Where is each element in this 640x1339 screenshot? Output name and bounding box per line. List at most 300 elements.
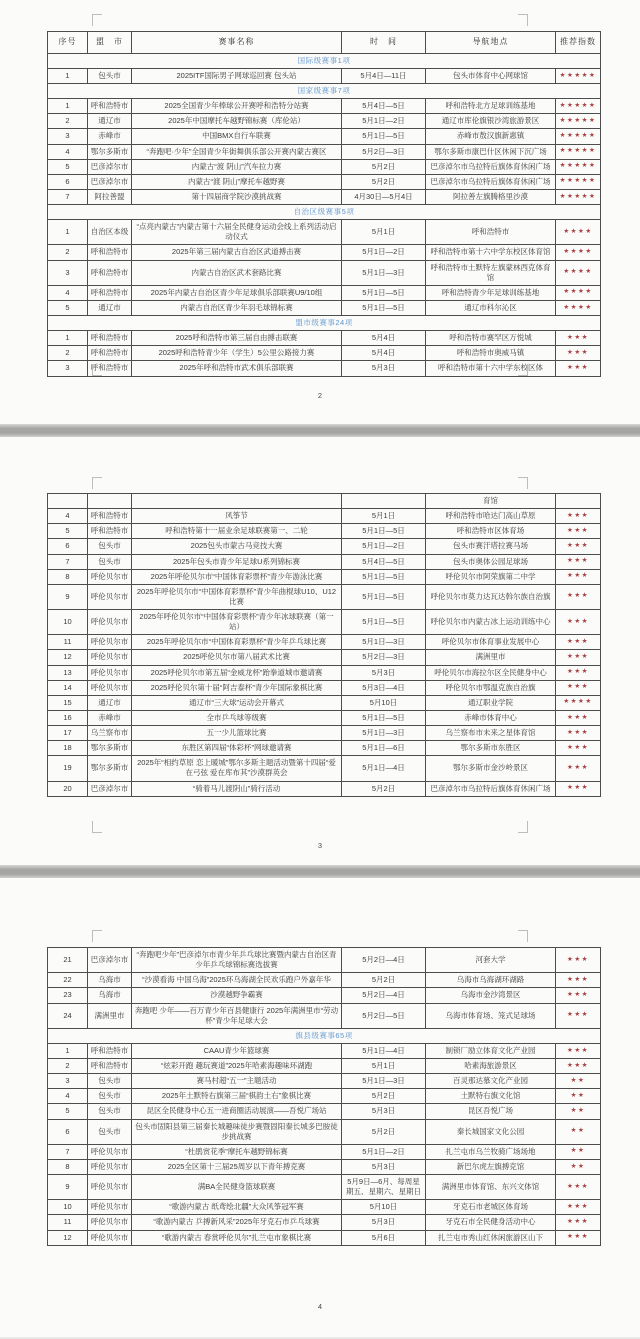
event-row [48, 220, 601, 245]
rating-stars: ★★★★★ [556, 144, 601, 159]
scan-corner-mark [518, 364, 528, 376]
event-row [48, 260, 601, 285]
event-city: 呼伦贝尔市 [88, 1144, 132, 1159]
event-time: 5月1日—5日 [342, 285, 426, 300]
event-city: 通辽市 [88, 695, 132, 710]
event-name: “奔跑吧少年”巴彦淖尔市青少年乒乓球比赛暨内蒙古自治区青少年乒乓球锦标赛选拔赛 [132, 948, 342, 973]
event-row [48, 1159, 601, 1174]
event-location: 呼和浩特市 [426, 220, 556, 245]
rating-stars: ★★★★★ [556, 68, 601, 83]
event-name: 满BA全民健身篮球联赛 [132, 1175, 342, 1200]
event-location: 呼和浩特青少年足球训练基地 [426, 285, 556, 300]
section-row [48, 53, 601, 68]
rating-stars: ★★★ [556, 610, 601, 635]
rating-stars: ★★★ [556, 726, 601, 741]
event-time: 5月1日—5日 [342, 710, 426, 725]
rating-stars: ★★★ [556, 1043, 601, 1058]
rating-stars: ★★★★★ [556, 129, 601, 144]
event-seq: 15 [48, 695, 88, 710]
scan-corner-mark [92, 364, 102, 376]
rating-stars: ★★★ [556, 710, 601, 725]
event-location: 呼和浩特市区体育场 [426, 524, 556, 539]
event-seq: 9 [48, 1175, 88, 1200]
event-row [48, 189, 601, 204]
event-city: 呼伦贝尔市 [88, 635, 132, 650]
event-city: 巴彦淖尔市 [88, 159, 132, 174]
page-number: 4 [317, 1302, 323, 1311]
event-row [48, 494, 601, 509]
event-location: 呼和浩特市哈达门高山草原 [426, 509, 556, 524]
event-name: 2025年呼伦贝尔市“中国体育彩票杯”青少年乒乓球比赛 [132, 635, 342, 650]
section-label: 旗县级赛事65项 [48, 1028, 601, 1043]
event-seq: 5 [48, 300, 88, 315]
event-location: 河套大学 [426, 948, 556, 973]
page-gap [0, 865, 640, 878]
event-time: 5月1日—2日 [342, 245, 426, 260]
event-location: 呼伦贝尔市鄂温克族自治旗 [426, 680, 556, 695]
event-location: 巴彦淖尔市乌拉特后旗体育休闲广场 [426, 781, 556, 796]
event-row [48, 285, 601, 300]
section-row [48, 316, 601, 331]
section-row [48, 84, 601, 99]
rating-stars: ★★★ [556, 584, 601, 609]
event-city: 呼和浩特市 [88, 245, 132, 260]
event-name: 五一少儿篮球比赛 [132, 726, 342, 741]
event-city: 呼伦贝尔市 [88, 1215, 132, 1230]
event-name: 东胜区第四届“体彩杯”网球邀请赛 [132, 741, 342, 756]
event-name [132, 494, 342, 509]
event-time: 5月2日—5日 [342, 1003, 426, 1028]
event-time: 5月1日—2日 [342, 1144, 426, 1159]
event-city [88, 494, 132, 509]
event-location: 呼伦贝尔市内蒙古冰上运动训练中心 [426, 610, 556, 635]
event-city: 呼伦贝尔市 [88, 1175, 132, 1200]
event-seq: 10 [48, 610, 88, 635]
event-row [48, 539, 601, 554]
event-row [48, 1074, 601, 1089]
event-row [48, 665, 601, 680]
event-name: “歌游内蒙古 乒搏新风采”2025年牙克石市乒乓球赛 [132, 1215, 342, 1230]
column-header: 赛事名称 [132, 32, 342, 54]
event-city: 呼和浩特市 [88, 346, 132, 361]
rating-stars: ★★★★ [556, 245, 601, 260]
event-location: 呼伦贝尔市阿荣旗第二中学 [426, 569, 556, 584]
event-name: 内蒙古“渡 阴山”摩托车越野赛 [132, 174, 342, 189]
event-time: 5月10日 [342, 695, 426, 710]
event-seq: 4 [48, 285, 88, 300]
rating-stars: ★★ [556, 1119, 601, 1144]
event-location: 鄂尔多斯市康巴什区休闲下沉广场 [426, 144, 556, 159]
event-location: 哈素海旅游景区 [426, 1059, 556, 1074]
page-number: 2 [317, 391, 323, 400]
event-row [48, 569, 601, 584]
event-row [48, 680, 601, 695]
event-name: 内蒙古“渡 阴山”汽车拉力赛 [132, 159, 342, 174]
event-time: 5月2日—3日 [342, 650, 426, 665]
event-city: 呼和浩特市 [88, 524, 132, 539]
event-location: 百灵那达慕文化产业园 [426, 1074, 556, 1089]
event-seq [48, 494, 88, 509]
event-name: 2025年“相约草原 恋上暖城”鄂尔多斯主题活动暨第十四届“爱在弓弦 爱在库布其”沙漠群英会 [132, 756, 342, 781]
event-name: 通辽市“三大球”运动会开幕式 [132, 695, 342, 710]
event-location: 乌海市体育场、笼式足球场 [426, 1003, 556, 1028]
event-city: 呼和浩特市 [88, 361, 132, 376]
event-seq: 24 [48, 1003, 88, 1028]
event-seq: 14 [48, 680, 88, 695]
event-row [48, 1043, 601, 1058]
event-time: 5月2日 [342, 1089, 426, 1104]
event-time: 5月1日—2日 [342, 539, 426, 554]
event-row [48, 300, 601, 315]
event-row [48, 695, 601, 710]
scan-corner-mark [92, 14, 102, 26]
event-row [48, 1200, 601, 1215]
event-row [48, 114, 601, 129]
document-page-4 [0, 878, 640, 1337]
event-time: 5月1日—5日 [342, 569, 426, 584]
event-seq: 9 [48, 584, 88, 609]
event-seq: 18 [48, 741, 88, 756]
event-time: 5月9日—6月、每周星期五、星期六、星期日 [342, 1175, 426, 1200]
event-seq: 1 [48, 99, 88, 114]
event-city: 乌兰察布市 [88, 726, 132, 741]
event-time: 5月2日 [342, 1119, 426, 1144]
event-row [48, 710, 601, 725]
rating-stars: ★★★★ [556, 285, 601, 300]
event-location: 呼伦贝尔市海拉尔区全民健身中心 [426, 665, 556, 680]
scan-corner-mark [518, 14, 528, 26]
event-city: 乌海市 [88, 988, 132, 1003]
event-row [48, 1144, 601, 1159]
event-seq: 4 [48, 144, 88, 159]
event-city: 呼和浩特市 [88, 331, 132, 346]
event-seq: 3 [48, 260, 88, 285]
event-seq: 6 [48, 1119, 88, 1144]
event-location: 呼和浩特市第十六中学东校区体育馆 [426, 245, 556, 260]
event-name: “歌游内蒙古 纸鸢绘北疆”大众风筝冠军赛 [132, 1200, 342, 1215]
section-label: 国家级赛事7项 [48, 84, 601, 99]
event-location: 制锁厂励立体育文化产业园 [426, 1043, 556, 1058]
event-location: 鄂尔多斯市东胜区 [426, 741, 556, 756]
event-city: 通辽市 [88, 114, 132, 129]
event-row [48, 331, 601, 346]
rating-stars: ★★★★★ [556, 99, 601, 114]
event-name: 包头市固阳县第三届秦长城趣味徒步赛暨固阳秦长城多巴胺徒步挑战赛 [132, 1119, 342, 1144]
event-name: 2025年土默特右旗第三届“棋韵土右”象棋比赛 [132, 1089, 342, 1104]
document-page-2 [0, 0, 640, 424]
event-time: 5月4日 [342, 331, 426, 346]
event-city: 呼伦贝尔市 [88, 610, 132, 635]
event-seq: 7 [48, 189, 88, 204]
event-location: 牙克石市老城区体育场 [426, 1200, 556, 1215]
event-seq: 3 [48, 129, 88, 144]
event-row [48, 584, 601, 609]
event-name: 2025呼和浩特青少年（学生）5公里公路接力赛 [132, 346, 342, 361]
event-time: 5月1日—5日 [342, 524, 426, 539]
rating-stars: ★★★ [556, 756, 601, 781]
event-name: 呼和浩特第十一届业余足球联赛第一、二轮 [132, 524, 342, 539]
scan-corner-mark [92, 477, 102, 489]
event-location: 鄂尔多斯市金沙岭景区 [426, 756, 556, 781]
event-time: 5月1日—5日 [342, 129, 426, 144]
event-name: 风筝节 [132, 509, 342, 524]
event-location: 满洲里市 [426, 650, 556, 665]
event-location: 巴彦淖尔市乌拉特后旗体育休闲广场 [426, 159, 556, 174]
rating-stars: ★★★ [556, 331, 601, 346]
event-time: 5月3日 [342, 361, 426, 376]
event-seq: 1 [48, 1043, 88, 1058]
column-header: 推荐指数 [556, 32, 601, 54]
rating-stars: ★★★ [556, 346, 601, 361]
event-city: 呼和浩特市 [88, 509, 132, 524]
column-header: 导航地点 [426, 32, 556, 54]
event-seq: 4 [48, 509, 88, 524]
event-seq: 11 [48, 1215, 88, 1230]
event-name: “歌游内蒙古 春赏呼伦贝尔”扎兰屯市象棋比赛 [132, 1230, 342, 1245]
rating-stars: ★★★ [556, 554, 601, 569]
rating-stars: ★★★ [556, 635, 601, 650]
scan-corner-mark [92, 821, 102, 833]
event-city: 包头市 [88, 1104, 132, 1119]
event-name: 第十四届商学院沙漠挑战赛 [132, 189, 342, 204]
events-table-page-4 [47, 947, 601, 1246]
section-label: 国际级赛事1项 [48, 53, 601, 68]
event-name: “奔跑吧·少年”全国青少年街舞俱乐部公开赛内蒙古赛区 [132, 144, 342, 159]
rating-stars: ★★★ [556, 524, 601, 539]
event-seq: 8 [48, 569, 88, 584]
rating-stars: ★★★★★ [556, 189, 601, 204]
event-city: 呼和浩特市 [88, 1059, 132, 1074]
event-time: 5月2日—3日 [342, 144, 426, 159]
rating-stars: ★★★ [556, 1215, 601, 1230]
column-header: 序号 [48, 32, 88, 54]
scan-corner-mark [518, 930, 528, 942]
event-seq: 4 [48, 1089, 88, 1104]
event-name: 2025年呼伦贝尔市“中国体育彩票杯”青少年冰球联赛（第一站） [132, 610, 342, 635]
event-seq: 22 [48, 973, 88, 988]
event-name: “骑着马儿渡阴山”骑行活动 [132, 781, 342, 796]
event-city: 乌海市 [88, 973, 132, 988]
event-row [48, 635, 601, 650]
rating-stars: ★★★ [556, 948, 601, 973]
event-location: 乌海市乌海湖环湖路 [426, 973, 556, 988]
event-city: 呼伦贝尔市 [88, 584, 132, 609]
event-name: 奔跑吧 少年——百万青少年百县健康行 2025年满洲里市“劳动杯”青少年足球大会 [132, 1003, 342, 1028]
event-row [48, 129, 601, 144]
rating-stars: ★★ [556, 1144, 601, 1159]
rating-stars: ★★★★★ [556, 174, 601, 189]
event-name: 赛马村超“五一”主题活动 [132, 1074, 342, 1089]
event-city: 呼伦贝尔市 [88, 650, 132, 665]
event-name: “杜鹃赏花季”摩托车越野锦标赛 [132, 1144, 342, 1159]
event-time: 5月3日 [342, 665, 426, 680]
event-time: 5月4日—11日 [342, 68, 426, 83]
rating-stars: ★★ [556, 1159, 601, 1174]
event-row [48, 1059, 601, 1074]
rating-stars: ★★★ [556, 361, 601, 376]
event-time: 5月1日—2日 [342, 114, 426, 129]
rating-stars: ★★ [556, 1074, 601, 1089]
event-row [48, 1003, 601, 1028]
rating-stars: ★★★ [556, 509, 601, 524]
event-location: 包头市奥体公园足球场 [426, 554, 556, 569]
event-city: 包头市 [88, 554, 132, 569]
event-name: “点亮内蒙古”内蒙古第十六届全民健身运动会线上系列活动启动仪式 [132, 220, 342, 245]
rating-stars: ★★★ [556, 1003, 601, 1028]
event-time: 5月6日 [342, 1230, 426, 1245]
event-time: 5月1日—5日 [342, 584, 426, 609]
event-city: 呼伦贝尔市 [88, 1159, 132, 1174]
event-name: “炫彩开跑 趣玩赛道”2025年哈素海趣味环湖跑 [132, 1059, 342, 1074]
event-location: 赤峰市敖汉旗新惠镇 [426, 129, 556, 144]
event-time: 5月4日—5日 [342, 99, 426, 114]
event-name: 2025呼伦贝尔第十届“阿吉泰杯”青少年国际象棋比赛 [132, 680, 342, 695]
event-row [48, 741, 601, 756]
event-time: 5月1日 [342, 1059, 426, 1074]
event-row [48, 1104, 601, 1119]
event-city: 呼伦贝尔市 [88, 569, 132, 584]
event-seq: 8 [48, 1159, 88, 1174]
rating-stars: ★★ [556, 1104, 601, 1119]
rating-stars: ★★★ [556, 650, 601, 665]
event-name: “沙漠看海 中国乌海”2025环乌海湖全民欢乐跑户外嘉年华 [132, 973, 342, 988]
event-row [48, 554, 601, 569]
event-city: 呼伦贝尔市 [88, 680, 132, 695]
rating-stars: ★★★ [556, 1175, 601, 1200]
event-name: 内蒙古自治区武术套路比赛 [132, 260, 342, 285]
event-seq: 5 [48, 1104, 88, 1119]
event-location: 乌海市金沙湾景区 [426, 988, 556, 1003]
event-name: 全市乒乓球等级赛 [132, 710, 342, 725]
event-row [48, 159, 601, 174]
event-name: 中国BMX自行车联赛 [132, 129, 342, 144]
event-location: 赤峰市体育中心 [426, 710, 556, 725]
event-city: 呼伦贝尔市 [88, 1200, 132, 1215]
event-city: 自治区本级 [88, 220, 132, 245]
event-name: 2025年包头市青少年足球U系列锦标赛 [132, 554, 342, 569]
event-time: 5月1日—3日 [342, 260, 426, 285]
event-location: 扎兰屯市秀山红休闲旅游区山下 [426, 1230, 556, 1245]
rating-stars [556, 494, 601, 509]
event-city: 包头市 [88, 1089, 132, 1104]
section-label: 盟市级赛事24项 [48, 316, 601, 331]
event-seq: 21 [48, 948, 88, 973]
rating-stars: ★★★★ [556, 695, 601, 710]
event-seq: 1 [48, 220, 88, 245]
event-row [48, 610, 601, 635]
event-name: 昆区全民健身中心五一进商圈活动展演——吾悦广场站 [132, 1104, 342, 1119]
event-time: 5月1日—3日 [342, 1074, 426, 1089]
rating-stars: ★★★★ [556, 300, 601, 315]
event-city: 巴彦淖尔市 [88, 781, 132, 796]
event-location: 通辽市科尔沁区 [426, 300, 556, 315]
event-location: 阿拉善左旗腾格里沙漠 [426, 189, 556, 204]
event-location: 呼伦贝尔市莫力达瓦达斡尔族自治旗 [426, 584, 556, 609]
event-location: 满洲里市体育馆、东兴文体馆 [426, 1175, 556, 1200]
event-city: 巴彦淖尔市 [88, 174, 132, 189]
event-name: 2025年呼和浩特市武术俱乐部联赛 [132, 361, 342, 376]
event-seq: 6 [48, 174, 88, 189]
event-location: 包头市赛汗塔拉赛马场 [426, 539, 556, 554]
rating-stars: ★★★★★ [556, 159, 601, 174]
event-row [48, 346, 601, 361]
rating-stars: ★★★ [556, 1230, 601, 1245]
event-location: 呼和浩特市赛罕区万悦城 [426, 331, 556, 346]
rating-stars: ★★★★★ [556, 114, 601, 129]
event-city: 呼和浩特市 [88, 260, 132, 285]
scan-corner-mark [518, 821, 528, 833]
event-row [48, 245, 601, 260]
event-seq: 10 [48, 1200, 88, 1215]
event-name: 2025全区第十三届25周岁以下青年搏克赛 [132, 1159, 342, 1174]
event-time: 5月4日 [342, 346, 426, 361]
event-city: 赤峰市 [88, 129, 132, 144]
event-seq: 6 [48, 539, 88, 554]
event-time: 5月2日 [342, 781, 426, 796]
event-seq: 3 [48, 1074, 88, 1089]
section-row [48, 205, 601, 220]
event-city: 呼和浩特市 [88, 1043, 132, 1058]
event-time: 5月3日 [342, 1159, 426, 1174]
event-seq: 12 [48, 650, 88, 665]
event-row [48, 1089, 601, 1104]
event-time: 5月2日—4日 [342, 948, 426, 973]
event-row [48, 1175, 601, 1200]
event-seq: 3 [48, 361, 88, 376]
event-name: 2025年呼伦贝尔市“中国体育彩票杯”青少年曲棍球U10、U12比赛 [132, 584, 342, 609]
event-row [48, 1215, 601, 1230]
rating-stars: ★★★ [556, 539, 601, 554]
event-seq: 23 [48, 988, 88, 1003]
event-row [48, 524, 601, 539]
event-seq: 13 [48, 665, 88, 680]
event-name: 2025年呼伦贝尔市“中国体育彩票杯”青少年游泳比赛 [132, 569, 342, 584]
rating-stars: ★★★ [556, 741, 601, 756]
page-gap [0, 424, 640, 437]
column-header: 盟 市 [88, 32, 132, 54]
event-seq: 12 [48, 1230, 88, 1245]
event-seq: 20 [48, 781, 88, 796]
event-seq: 11 [48, 635, 88, 650]
event-name: 2025年第三届内蒙古自治区武道搏击赛 [132, 245, 342, 260]
event-name: 2025ITF国际男子网球巡回赛 包头站 [132, 68, 342, 83]
event-city: 呼和浩特市 [88, 99, 132, 114]
event-city: 阿拉善盟 [88, 189, 132, 204]
event-seq: 17 [48, 726, 88, 741]
rating-stars: ★★★ [556, 973, 601, 988]
scan-corner-mark [518, 477, 528, 489]
event-location: 昆区吾悦广场 [426, 1104, 556, 1119]
event-row [48, 756, 601, 781]
event-row [48, 99, 601, 114]
rating-stars: ★★★★ [556, 220, 601, 245]
event-location: 新巴尔虎左旗搏克馆 [426, 1159, 556, 1174]
event-name: 内蒙古自治区青少年羽毛球锦标赛 [132, 300, 342, 315]
header-row [48, 32, 601, 54]
event-city: 包头市 [88, 68, 132, 83]
event-time: 5月1日—6日 [342, 741, 426, 756]
event-row [48, 68, 601, 83]
event-city: 赤峰市 [88, 710, 132, 725]
event-name: 2025全国青少年棒球公开赛呼和浩特分站赛 [132, 99, 342, 114]
event-row [48, 948, 601, 973]
event-location: 包头市体育中心网球馆 [426, 68, 556, 83]
event-row [48, 781, 601, 796]
rating-stars: ★★★ [556, 781, 601, 796]
event-time: 5月2日 [342, 159, 426, 174]
event-time: 5月1日—5日 [342, 610, 426, 635]
event-time: 5月2日 [342, 973, 426, 988]
